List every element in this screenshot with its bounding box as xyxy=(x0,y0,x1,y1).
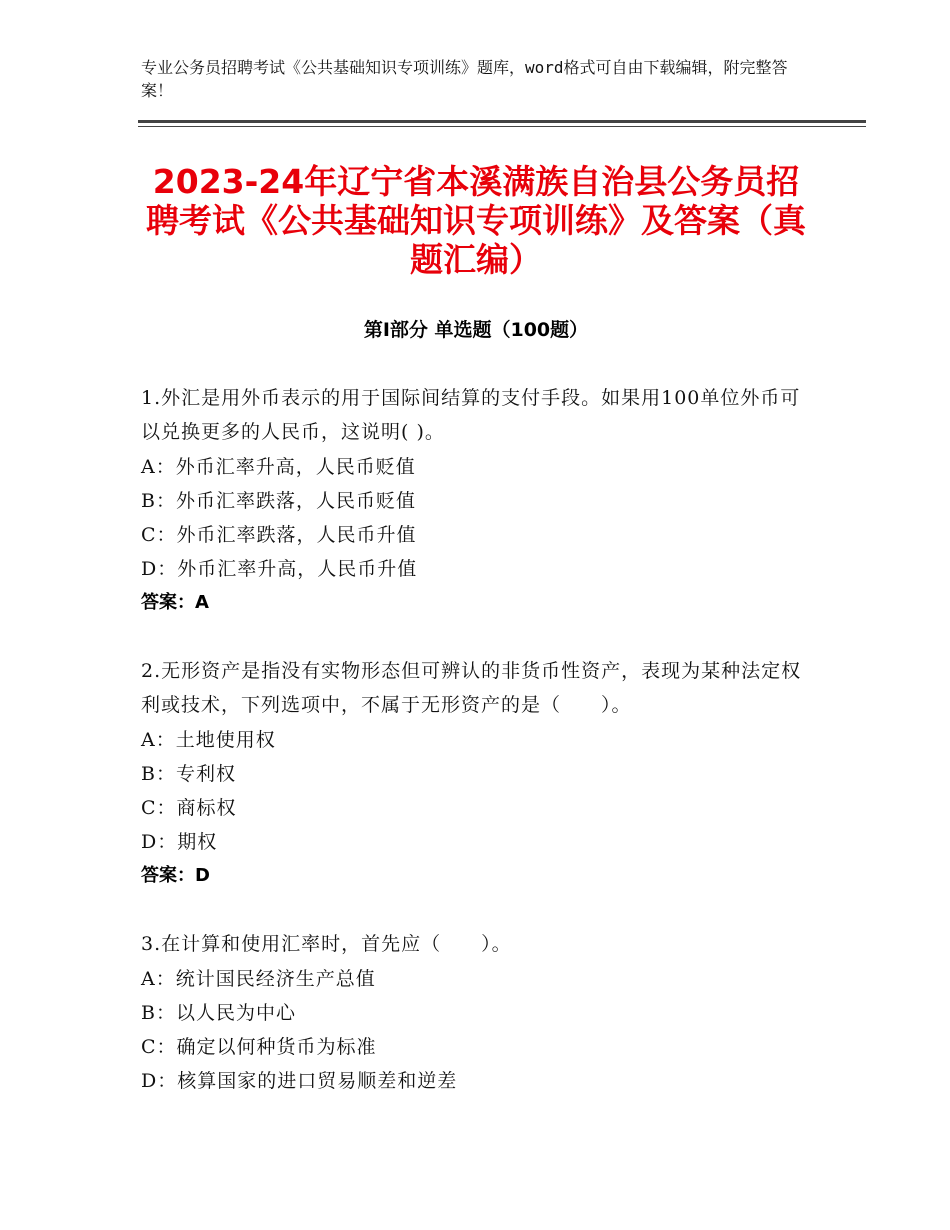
question-2 xyxy=(141,654,811,893)
option-a: A：土地使用权 xyxy=(141,729,276,751)
question-stem: 2.无形资产是指没有实物形态但可辨认的非货币性资产，表现为某种法定权利或技术，下列选项中，不属于无形资产的是（ ）。 xyxy=(141,660,802,716)
answer-label: 答案：A xyxy=(141,592,209,613)
option-d: D：核算国家的进口贸易顺差和逆差 xyxy=(141,1070,458,1092)
option-b: B：以人民为中心 xyxy=(141,1002,296,1024)
question-stem: 3.在计算和使用汇率时，首先应（ ）。 xyxy=(141,933,512,955)
option-a: A：统计国民经济生产总值 xyxy=(141,968,376,990)
question-stem: 1.外汇是用外币表示的用于国际间结算的支付手段。如果用100单位外币可以兑换更多的人民币，这说明( )。 xyxy=(141,387,801,443)
header-note: 专业公务员招聘考试《公共基础知识专项训练》题库，word格式可自由下载编辑，附完整答案！ xyxy=(141,58,788,100)
header-rule-thick xyxy=(138,120,866,123)
answer-label: 答案：D xyxy=(141,865,210,886)
option-c: C：商标权 xyxy=(141,797,237,819)
option-b: B：专利权 xyxy=(141,763,236,785)
option-d: D：期权 xyxy=(141,831,218,853)
document-title: 2023-24年辽宁省本溪满族自治县公务员招聘考试《公共基础知识专项训练》及答案（真题汇编） xyxy=(146,162,806,279)
header-rule-thin xyxy=(138,126,866,127)
question-1 xyxy=(141,381,811,620)
question-3 xyxy=(141,927,811,1098)
option-b: B：外币汇率跌落，人民币贬值 xyxy=(141,490,416,512)
option-a: A：外币汇率升高，人民币贬值 xyxy=(141,456,416,478)
option-d: D：外币汇率升高，人民币升值 xyxy=(141,558,418,580)
option-c: C：外币汇率跌落，人民币升值 xyxy=(141,524,417,546)
section-heading: 第Ⅰ部分 单选题（100题） xyxy=(363,319,589,341)
option-c: C：确定以何种货币为标准 xyxy=(141,1036,377,1058)
